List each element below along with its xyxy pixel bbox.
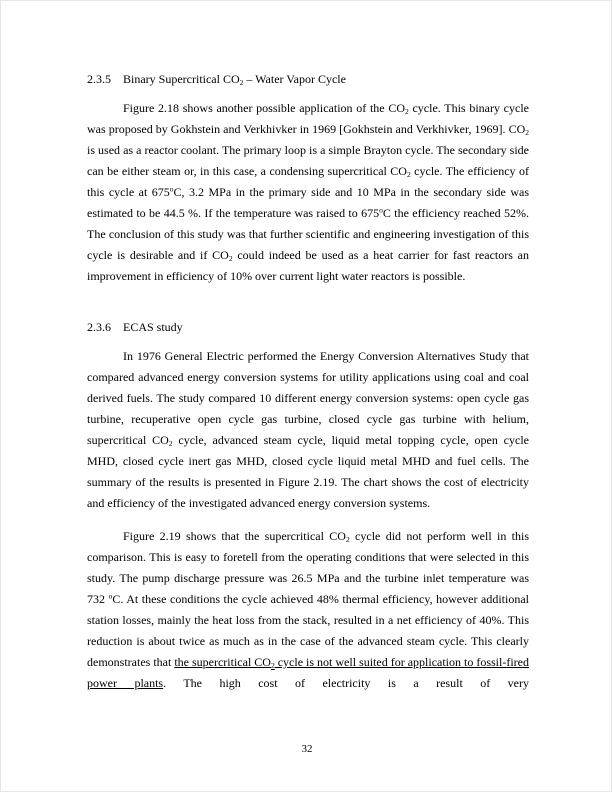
- superscript-text: o: [379, 205, 383, 215]
- text-run: C. At these conditions the cycle achieved 48% thermal efficiency, however additional station losses, mainly the heat loss from the stack, resulted in a net efficiency of 40%. This reduction is about twice as much as in the case of the advanced steam cycle. This clearly demonstrates that: [87, 592, 529, 669]
- text-run: is used as a reactor coolant. The primary loop is a simple Brayton cycle. The secondary side can be either steam or, in this case, a condensing supercritical CO: [87, 143, 529, 178]
- paragraph: [87, 526, 529, 694]
- paragraph: [87, 346, 529, 514]
- subscript-text: 2: [525, 128, 529, 137]
- text-run: Figure 2.18 shows another possible application of the CO: [123, 101, 405, 115]
- text-run: Binary Supercritical CO: [123, 72, 240, 86]
- underlined-subscript-text: 2: [270, 661, 275, 670]
- text-run: cycle. The efficiency of this cycle at 675: [87, 164, 529, 199]
- heading-number: 2.3.5: [87, 72, 111, 86]
- underlined-text: the supercritical CO: [174, 655, 271, 669]
- text-run: ECAS study: [123, 320, 183, 334]
- underlined-text: cycle is not well suited for application to fossil-fired power plants: [87, 655, 529, 690]
- text-run: C, 3.2 MPa in the primary side and 10 MPa in the secondary side was estimated to be 44.5 %. If the temperature was raised to 675: [87, 185, 529, 220]
- text-run: cycle did not perform well in this comparison. This is easy to foretell from the operating conditions that were selected in this study. The pump discharge pressure was 26.5 MPa and the turbine inlet temperature was 732: [87, 529, 530, 606]
- heading-number: 2.3.6: [87, 320, 111, 334]
- text-run: could indeed be used as a heat carrier for fast reactors an improvement in efficiency of 10% over current light water reactors is possible.: [87, 248, 529, 283]
- superscript-text: o: [169, 184, 174, 194]
- text-run: Figure 2.19 shows that the supercritical CO: [123, 529, 346, 543]
- subscript-text: 2: [406, 170, 411, 179]
- superscript-text: o: [108, 591, 113, 601]
- text-run: cycle. This binary cycle was proposed by Gokhstein and Verkhivker in 1969 [Gokhstein and Verkhivker, 1969]. CO: [87, 101, 529, 136]
- subscript-text: 2: [405, 107, 409, 116]
- subscript-text: 2: [168, 439, 173, 448]
- text-run: In 1976 General Electric performed the Energy Conversion Alternatives Study that compared advanced energy conversion systems for utility applications using coal and coal derived fuels. The study compared 10 different energy conversion systems: open cycle gas turbine, recuperative open cycle gas turbine, closed cycle gas turbine with helium, supercritical CO: [87, 349, 529, 447]
- text-run: C the efficiency reached 52%. The conclusion of this study was that further scientific and engineering investigation of this cycle is desirable and if CO: [87, 206, 529, 262]
- section-heading: [87, 69, 529, 90]
- subscript-text: 2: [239, 78, 244, 87]
- text-run: cycle, advanced steam cycle, liquid metal topping cycle, open cycle MHD, closed cycle inert gas MHD, closed cycle liquid metal MHD and fuel cells. The summary of the results is presented in Figure 2.19. The chart shows the cost of electricity and efficiency of the investigated advanced energy conversion systems.: [87, 433, 529, 510]
- text-run: . The high cost of electricity is a result of very: [163, 676, 529, 690]
- document-content: [87, 69, 529, 706]
- subscript-text: 2: [228, 254, 233, 263]
- paragraph: [87, 98, 529, 287]
- page-number: 32: [301, 743, 313, 755]
- subscript-text: 2: [345, 535, 350, 544]
- section-heading: [87, 317, 529, 338]
- text-run: – Water Vapor Cycle: [243, 72, 346, 86]
